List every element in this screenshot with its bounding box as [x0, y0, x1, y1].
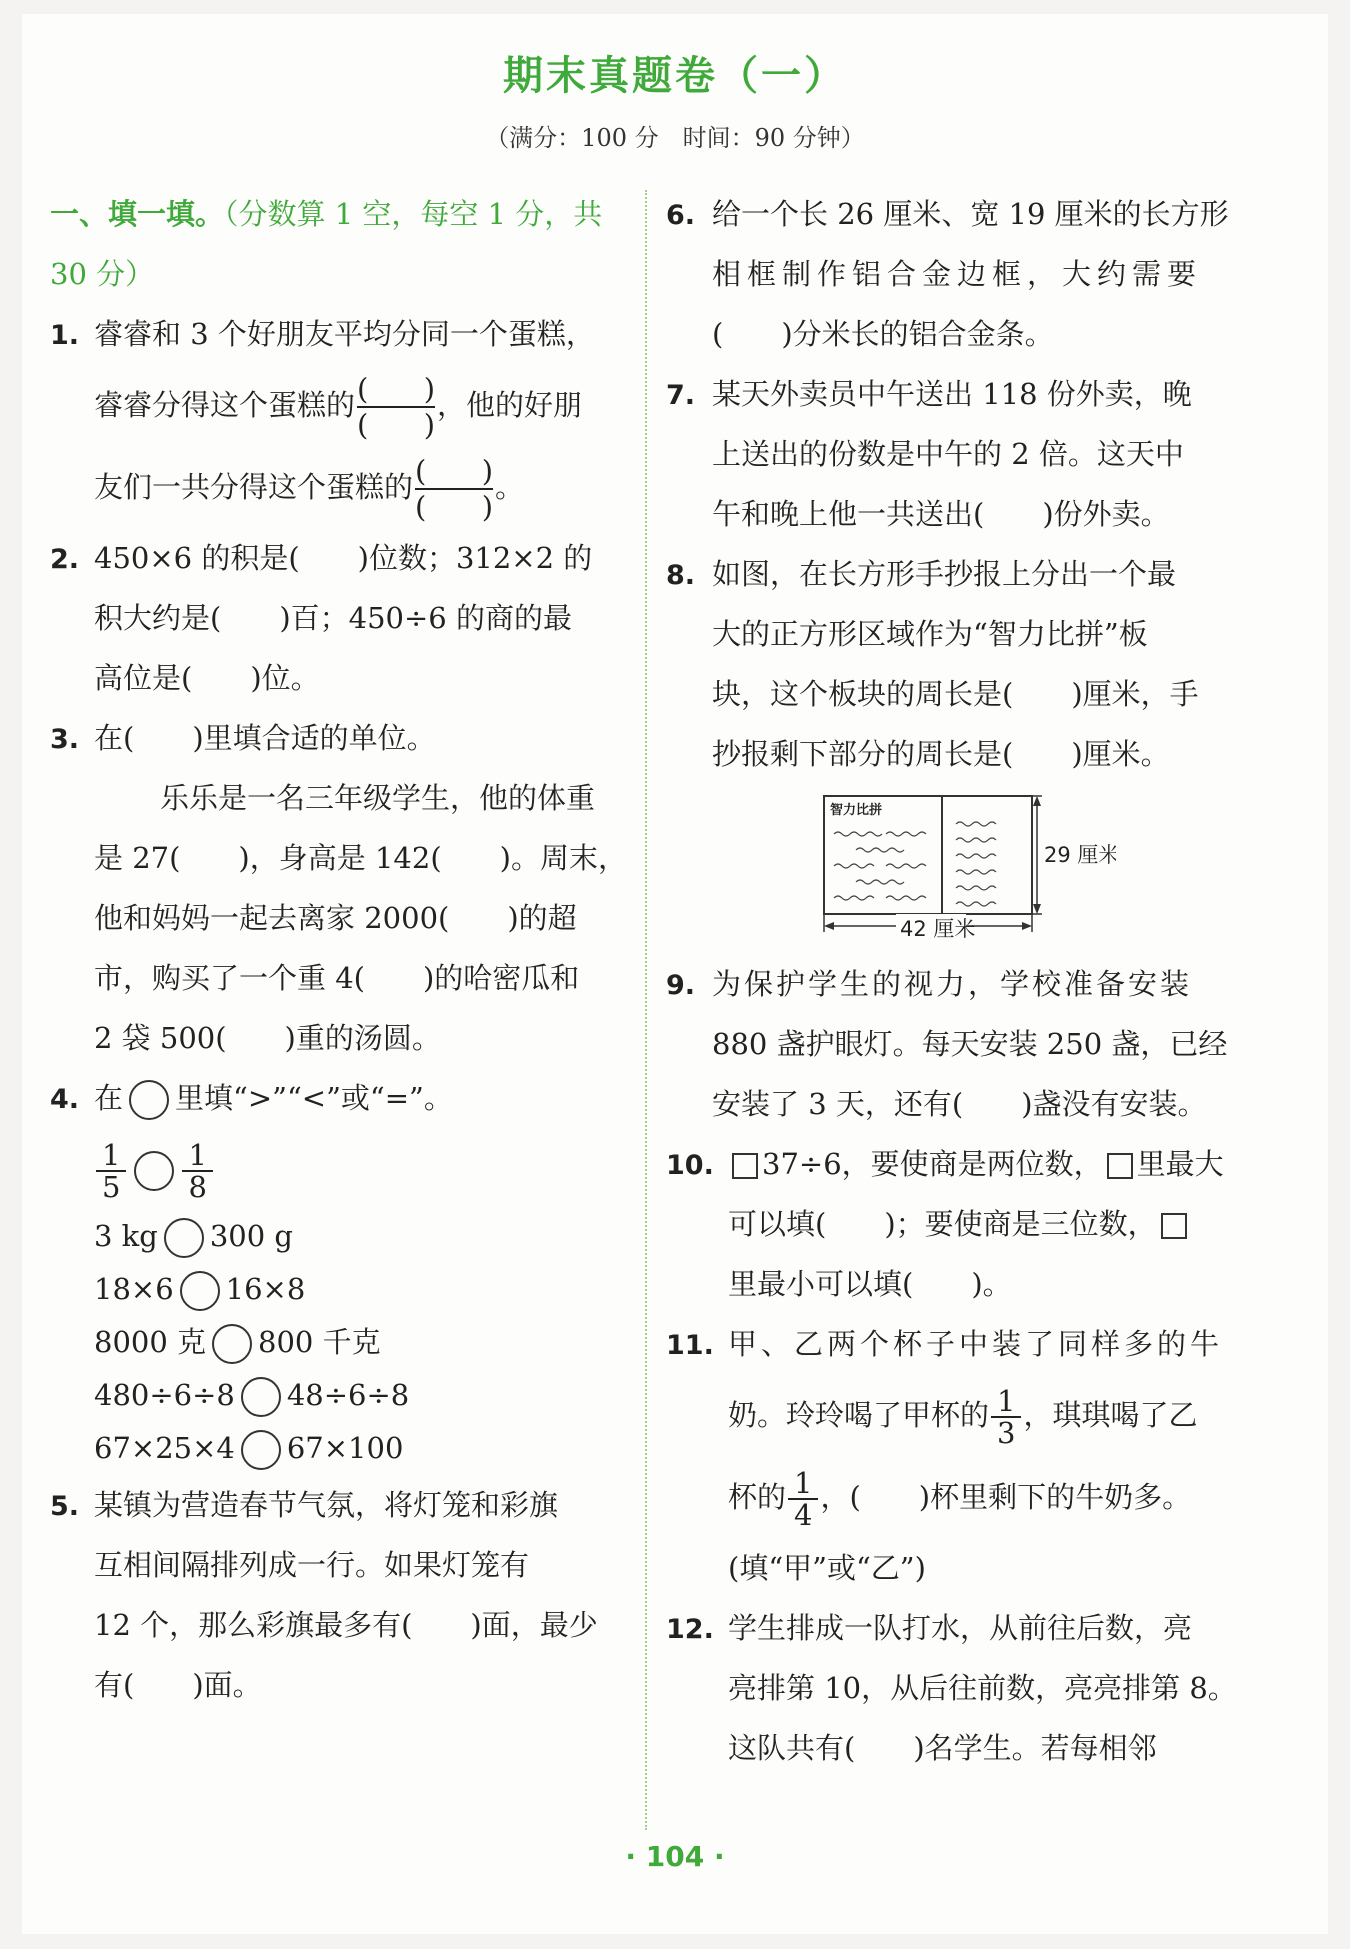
compare-row-4	[50, 1316, 630, 1369]
question-text: 睿睿和 3 个好朋友平均分同一个蛋糕，	[94, 317, 595, 351]
question-text: 积大约是( )百；450÷6 的商的最	[94, 601, 572, 635]
question-6	[666, 184, 1250, 244]
section-note-cont: 30 分）	[50, 257, 155, 291]
question-text: 抄报剩下部分的周长是( )厘米。	[712, 737, 1170, 771]
question-text: 友们一共分得这个蛋糕的	[94, 470, 414, 504]
question-11-line2	[666, 1374, 1250, 1456]
compare-right: 800 千克	[258, 1325, 381, 1359]
compare-right: 300 g	[209, 1219, 293, 1253]
compare-circle[interactable]	[212, 1324, 252, 1364]
question-1	[50, 304, 630, 364]
question-text: 为保护学生的视力，学校准备安装	[712, 967, 1193, 1001]
question-number: 9.	[666, 970, 696, 1001]
question-text: 有( )面。	[94, 1668, 262, 1702]
compare-left: 480÷6÷8	[94, 1378, 235, 1412]
blank-fraction[interactable]: ( ) ( )	[357, 372, 436, 442]
question-12	[666, 1598, 1250, 1658]
compare-right: 67×100	[286, 1431, 404, 1465]
question-text: 互相间隔排列成一行。如果灯笼有	[94, 1548, 530, 1582]
question-text: 相框制作铝合金边框，大约需要	[712, 257, 1203, 291]
question-text: 可以填( )；要使商是三位数，	[728, 1207, 1157, 1241]
fig-width-label: 42 厘米	[900, 917, 976, 941]
compare-right: 16×8	[225, 1272, 306, 1306]
question-text: 如图，在长方形手抄报上分出一个最	[712, 557, 1177, 591]
wavy-lines	[834, 822, 996, 906]
question-text: 。	[495, 470, 525, 504]
question-text: 这队共有( )名学生。若每相邻	[728, 1731, 1157, 1765]
question-text: 乐乐是一名三年级学生，他的体重	[160, 781, 596, 815]
question-7	[666, 364, 1250, 424]
compare-circle[interactable]	[180, 1271, 220, 1311]
blank-square-icon	[1161, 1213, 1187, 1239]
poster-figure	[816, 784, 1116, 954]
question-text: (填“甲”或“乙”)	[728, 1551, 926, 1585]
fraction: $\frac{1}{8}$	[182, 1140, 212, 1202]
compare-circle[interactable]	[164, 1218, 204, 1258]
question-number: 2.	[50, 544, 80, 575]
question-text: 亮排第 10，从后往前数，亮亮排第 8。	[728, 1671, 1237, 1705]
fig-height-label: 29 厘米	[1044, 843, 1116, 867]
question-text: ，( )杯里剩下的牛奶多。	[820, 1480, 1192, 1514]
question-text: 他和妈妈一起去离家 2000( )的超	[94, 901, 577, 935]
question-4	[50, 1068, 630, 1128]
section-label: 一、填一填。	[50, 197, 225, 231]
question-text: 12 个，那么彩旗最多有( )面，最少	[94, 1608, 598, 1642]
question-text: 午和晚上他一共送出( )份外卖。	[712, 497, 1170, 531]
section-note: （分数算 1 空，每空 1 分，共	[224, 197, 603, 231]
question-11-line3	[666, 1456, 1250, 1538]
question-text: 在( )里填合适的单位。	[94, 721, 436, 755]
compare-left: 67×25×4	[94, 1431, 235, 1465]
compare-circle[interactable]	[241, 1430, 281, 1470]
fraction: $\frac{1}{4}$	[788, 1468, 818, 1530]
question-text: 880 盏护眼灯。每天安装 250 盏，已经	[712, 1027, 1228, 1061]
blank-square-icon	[732, 1153, 758, 1179]
question-11	[666, 1314, 1250, 1374]
compare-circle[interactable]	[241, 1377, 281, 1417]
question-text: ( )分米长的铝合金条。	[712, 317, 1054, 351]
question-text: 是 27( )，身高是 142( )。周末，	[94, 841, 627, 875]
question-8	[666, 544, 1250, 604]
question-text: 上送出的份数是中午的 2 倍。这天中	[712, 437, 1184, 471]
column-divider	[645, 190, 647, 1830]
compare-left: 8000 克	[94, 1325, 207, 1359]
question-text: 某镇为营造春节气氛，将灯笼和彩旗	[94, 1488, 559, 1522]
question-number: 4.	[50, 1084, 80, 1115]
compare-row-3	[50, 1263, 630, 1316]
question-text: 里最大	[1136, 1147, 1224, 1181]
left-column	[50, 184, 630, 1715]
compare-row-6	[50, 1422, 630, 1475]
compare-row-2	[50, 1210, 630, 1263]
question-text: 大的正方形区域作为“智力比拼”板	[712, 617, 1148, 651]
right-column	[666, 184, 1250, 1778]
question-number: 12.	[666, 1614, 714, 1645]
question-5	[50, 1475, 630, 1535]
question-number: 1.	[50, 320, 80, 351]
section-heading	[50, 184, 630, 244]
question-10-line2	[666, 1194, 1250, 1254]
question-number: 6.	[666, 200, 696, 231]
question-text: 睿睿分得这个蛋糕的	[94, 388, 356, 422]
blank-square-icon	[1107, 1153, 1133, 1179]
question-text: 市，购买了一个重 4( )的哈密瓜和	[94, 961, 580, 995]
question-number: 7.	[666, 380, 696, 411]
question-text: 里最小可以填( )。	[728, 1267, 1012, 1301]
compare-row-1	[50, 1128, 630, 1210]
question-text: 450×6 的积是( )位数；312×2 的	[94, 541, 593, 575]
compare-circle[interactable]	[134, 1151, 174, 1191]
question-text: 杯的	[728, 1480, 787, 1514]
question-text: 高位是( )位。	[94, 661, 320, 695]
exam-info: （满分：100 分 时间：90 分钟）	[485, 124, 865, 152]
question-3	[50, 708, 630, 768]
question-text: 在	[94, 1081, 124, 1115]
question-number: 10.	[666, 1150, 714, 1181]
page-title: 期末真题卷（一）	[503, 53, 847, 99]
question-text: 2 袋 500( )重的汤圆。	[94, 1021, 441, 1055]
question-9	[666, 954, 1250, 1014]
question-text: ，琪琪喝了乙	[1023, 1398, 1198, 1432]
fraction: $\frac{1}{3}$	[991, 1386, 1021, 1448]
question-text: 学生排成一队打水，从前往后数，亮	[728, 1611, 1193, 1645]
question-text: 奶。玲玲喝了甲杯的	[728, 1398, 990, 1432]
question-number: 8.	[666, 560, 696, 591]
page-number: · 104 ·	[625, 1840, 725, 1873]
question-number: 5.	[50, 1491, 80, 1522]
question-number: 3.	[50, 724, 80, 755]
question-text: 给一个长 26 厘米、宽 19 厘米的长方形	[712, 197, 1229, 231]
fraction: $\frac{1}{5}$	[96, 1140, 126, 1202]
compare-left: 18×6	[94, 1272, 174, 1306]
question-text: 某天外卖员中午送出 118 份外卖，晚	[712, 377, 1192, 411]
compare-right: 48÷6÷8	[286, 1378, 410, 1412]
question-10	[666, 1134, 1250, 1194]
question-text: 甲、乙两个杯子中装了同样多的牛	[728, 1327, 1224, 1361]
blank-fraction[interactable]: ( ) ( )	[415, 454, 494, 524]
question-number: 11.	[666, 1330, 714, 1361]
compare-row-5	[50, 1369, 630, 1422]
question-text: 37÷6，要使商是两位数，	[762, 1147, 1103, 1181]
question-text: 里填“>”“<”或“=”。	[175, 1081, 453, 1115]
question-2	[50, 528, 630, 588]
question-text: 块，这个板块的周长是( )厘米，手	[712, 677, 1199, 711]
question-text: 安装了 3 天，还有( )盏没有安装。	[712, 1087, 1207, 1121]
fig-square-label: 智力比拼	[830, 803, 883, 818]
question-1-line3	[50, 446, 630, 528]
compare-left: 3 kg	[94, 1219, 158, 1253]
blank-circle-icon	[129, 1080, 169, 1120]
question-text: ，他的好朋	[437, 388, 583, 422]
poster-diagram	[816, 784, 1250, 954]
question-1-line2	[50, 364, 630, 446]
